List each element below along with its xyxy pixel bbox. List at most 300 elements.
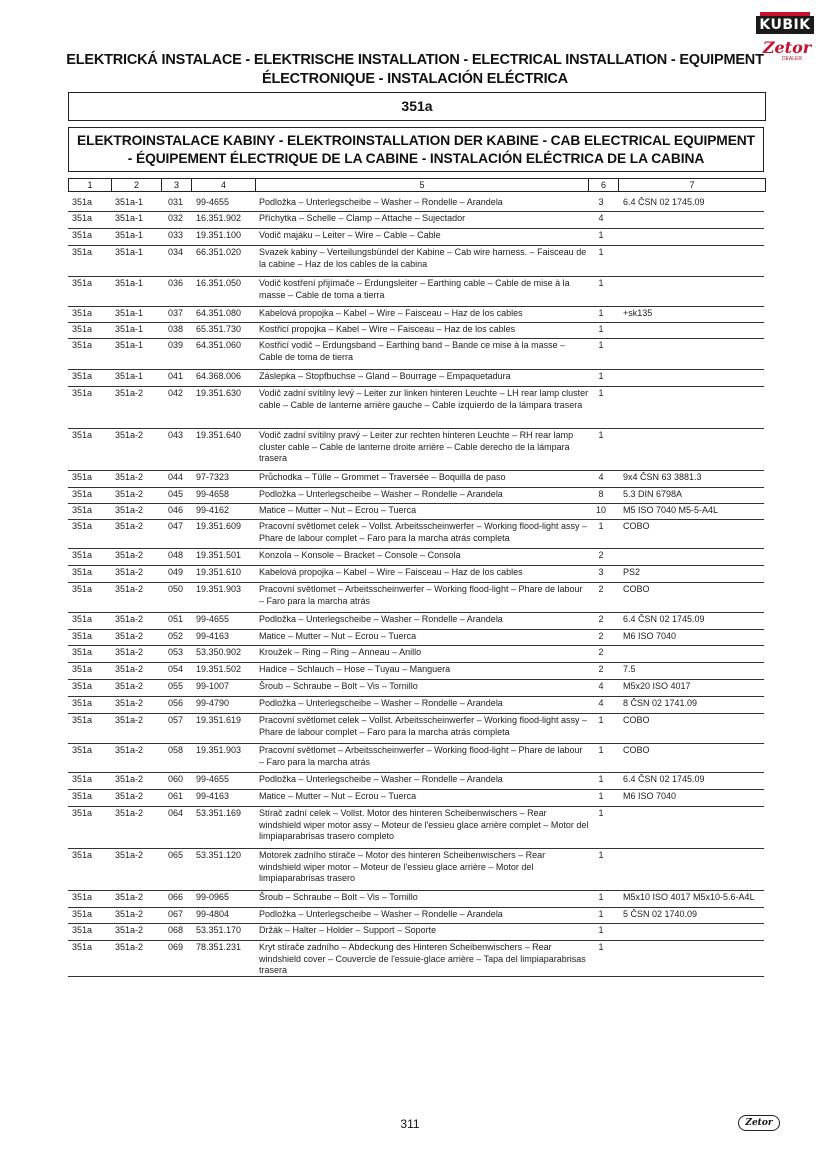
- table-row: [68, 340, 764, 371]
- column-header-6: 6: [589, 179, 619, 191]
- table-row: [68, 850, 764, 892]
- cell-c5: Kryt stírače zadního – Abdeckung des Hinteren Scheibenwischers – Rear windshield cover – Couvercle de l'essuie-glace arrière – Tapa del limpiaparabrisas trasera: [259, 942, 586, 975]
- table-row: [68, 489, 764, 505]
- cell-c4: 19.351.610: [196, 567, 242, 577]
- cell-c4: 99-4658: [196, 489, 230, 499]
- cell-c4: 19.351.903: [196, 584, 242, 594]
- cell-c4: 64.351.060: [196, 340, 242, 350]
- kubik-zetor-logo: [756, 12, 816, 64]
- cell-c2: 351a-1: [115, 324, 144, 334]
- cell-c5: Stírač zadní celek – Vollst. Motor des hinteren Scheibenwischers – Rear windshield wiper motor assy – Moteur de l'essieu glace arrière complet – Motor del limpiaparabrisas trasero completo: [259, 808, 589, 841]
- cell-c3: 054: [168, 664, 184, 674]
- cell-c2: 351a-1: [115, 340, 144, 350]
- cell-c6: 1: [598, 925, 604, 935]
- cell-c7: COBO: [623, 745, 650, 755]
- table-row: [68, 324, 764, 340]
- row-divider: [68, 696, 764, 697]
- row-divider: [68, 713, 764, 714]
- cell-c2: 351a-2: [115, 808, 144, 818]
- cell-c4: 53.350.902: [196, 647, 242, 657]
- row-divider: [68, 743, 764, 744]
- cell-c5: Podložka – Unterlegscheibe – Washer – Rondelle – Arandela: [259, 614, 503, 624]
- cell-c4: 99-4655: [196, 774, 230, 784]
- row-divider: [68, 428, 764, 429]
- cell-c1: 351a: [72, 521, 93, 531]
- cell-c6: 1: [598, 278, 604, 288]
- cell-c6: 2: [598, 664, 604, 674]
- cell-c2: 351a-2: [115, 489, 144, 499]
- cell-c4: 19.351.100: [196, 230, 242, 240]
- cell-c7: 9x4 ČSN 63 3881.3: [623, 472, 702, 482]
- cell-c2: 351a-2: [115, 664, 144, 674]
- cell-c7: 8 ČSN 02 1741.09: [623, 698, 698, 708]
- cell-c6: 1: [598, 715, 604, 725]
- cell-c3: 066: [168, 892, 184, 902]
- cell-c6: 2: [598, 550, 604, 560]
- cell-c1: 351a: [72, 308, 93, 318]
- cell-c2: 351a-2: [115, 892, 144, 902]
- row-divider: [68, 519, 764, 520]
- cell-c5: Podložka – Unterlegscheibe – Washer – Rondelle – Arandela: [259, 197, 503, 207]
- cell-c7: COBO: [623, 584, 650, 594]
- table-row: [68, 278, 764, 308]
- table-row: [68, 388, 764, 430]
- row-divider: [68, 645, 764, 646]
- table-row: [68, 430, 764, 472]
- cell-c5: Podložka – Unterlegscheibe – Washer – Rondelle – Arandela: [259, 489, 503, 499]
- cell-c6: 2: [598, 647, 604, 657]
- table-row: [68, 614, 764, 631]
- cell-c1: 351a: [72, 909, 93, 919]
- cell-c1: 351a: [72, 715, 93, 725]
- row-divider: [68, 487, 764, 488]
- row-divider: [68, 907, 764, 908]
- cell-c2: 351a-2: [115, 698, 144, 708]
- row-divider: [68, 322, 764, 323]
- row-divider: [68, 806, 764, 807]
- cell-c2: 351a-2: [115, 550, 144, 560]
- cell-c6: 1: [598, 324, 604, 334]
- cell-c5: Držák – Halter – Holder – Support – Soporte: [259, 925, 437, 935]
- cell-c4: 99-1007: [196, 681, 230, 691]
- cell-c7: 7.5: [623, 664, 636, 674]
- cell-c4: 53.351.169: [196, 808, 242, 818]
- cell-c1: 351a: [72, 340, 93, 350]
- cell-c1: 351a: [72, 230, 93, 240]
- cell-c6: 1: [598, 308, 604, 318]
- cell-c5: Vodič majáku – Leiter – Wire – Cable – Cable: [259, 230, 441, 240]
- cell-c2: 351a-2: [115, 388, 144, 398]
- cell-c3: 043: [168, 430, 184, 440]
- cell-c3: 031: [168, 197, 184, 207]
- cell-c5: Pracovní světlomet celek – Vollst. Arbeitsscheinwerfer – Working flood-light assy – Phare de labour complet – Faro para la marcha atrás completa: [259, 521, 587, 543]
- cell-c3: 051: [168, 614, 184, 624]
- cell-c2: 351a-1: [115, 278, 144, 288]
- row-divider: [68, 612, 764, 613]
- cell-c3: 065: [168, 850, 184, 860]
- cell-c5: Kabelová propojka – Kabel – Wire – Faisceau – Haz de los cables: [259, 567, 523, 577]
- row-divider: [68, 679, 764, 680]
- row-divider: [68, 923, 764, 924]
- cell-c5: Pracovní světlomet celek – Vollst. Arbeitsscheinwerfer – Working flood-light assy – Phare de labour complet – Faro para la marcha atrás completa: [259, 715, 587, 737]
- cell-c7: 6.4 ČSN 02 1745.09: [623, 614, 705, 624]
- cell-c1: 351a: [72, 567, 93, 577]
- cell-c6: 4: [598, 213, 604, 223]
- cell-c1: 351a: [72, 647, 93, 657]
- cell-c2: 351a-2: [115, 631, 144, 641]
- table-row: [68, 247, 764, 278]
- table-row: [68, 197, 764, 213]
- cell-c6: 1: [598, 340, 604, 350]
- cell-c5: Kroužek – Ring – Ring – Anneau – Anillo: [259, 647, 422, 657]
- cell-c1: 351a: [72, 791, 93, 801]
- page-number: 311: [400, 1117, 420, 1131]
- column-header-7: 7: [689, 180, 695, 190]
- table-row: [68, 647, 764, 664]
- cell-c3: 034: [168, 247, 184, 257]
- cell-c6: 1: [598, 388, 604, 398]
- cell-c4: 99-4655: [196, 197, 230, 207]
- cell-c5: Vodič zadní svítilny levý – Leiter zur linken hinteren Leuchte – LH rear lamp cluster cable – Cable de lanterne arrière gauche – Cable izquierdo de la lámpara trasera: [259, 388, 589, 410]
- row-divider: [68, 629, 764, 630]
- cell-c1: 351a: [72, 942, 93, 952]
- cell-c2: 351a-1: [115, 213, 144, 223]
- cell-c7: M5x20 ISO 4017: [623, 681, 691, 691]
- cell-c3: 057: [168, 715, 184, 725]
- cell-c5: Příchytka – Schelle – Clamp – Attache – Sujectador: [259, 213, 466, 223]
- cell-c1: 351a: [72, 213, 93, 223]
- cell-c3: 038: [168, 324, 184, 334]
- row-divider: [68, 848, 764, 849]
- cell-c4: 53.351.170: [196, 925, 242, 935]
- cell-c4: 64.368.006: [196, 371, 242, 381]
- row-divider: [68, 228, 764, 229]
- cell-c6: 1: [598, 808, 604, 818]
- cell-c3: 045: [168, 489, 184, 499]
- table-row: [68, 371, 764, 388]
- cell-c3: 060: [168, 774, 184, 784]
- cell-c7: M5x10 ISO 4017 M5x10-5.6-A4L: [623, 892, 755, 902]
- cell-c4: 66.351.020: [196, 247, 242, 257]
- cell-c1: 351a: [72, 698, 93, 708]
- cell-c4: 99-4655: [196, 614, 230, 624]
- cell-c1: 351a: [72, 850, 93, 860]
- column-header-row: [68, 178, 766, 192]
- cell-c3: 041: [168, 371, 184, 381]
- cell-c6: 1: [598, 230, 604, 240]
- table-row: [68, 942, 764, 978]
- cell-c2: 351a-2: [115, 647, 144, 657]
- cell-c5: Matice – Mutter – Nut – Ecrou – Tuerca: [259, 505, 417, 515]
- table-row: [68, 472, 764, 489]
- cell-c1: 351a: [72, 388, 93, 398]
- row-divider: [68, 306, 764, 307]
- table-row: [68, 698, 764, 715]
- cell-c7: 6.4 ČSN 02 1745.09: [623, 774, 705, 784]
- cell-c6: 2: [598, 614, 604, 624]
- cell-c2: 351a-2: [115, 942, 144, 952]
- cell-c3: 042: [168, 388, 184, 398]
- cell-c5: Vodič zadní svítilny pravý – Leiter zur rechten hinteren Leuchte – RH rear lamp cluster cable – Cable de lanterne droite arrière – Cable derecho de la lámpara trasera: [259, 430, 574, 463]
- cell-c1: 351a: [72, 664, 93, 674]
- cell-c7: COBO: [623, 715, 650, 725]
- cell-c2: 351a-2: [115, 850, 144, 860]
- cell-c3: 036: [168, 278, 184, 288]
- cell-c2: 351a-2: [115, 681, 144, 691]
- cell-c3: 056: [168, 698, 184, 708]
- logo-zetor-text: Zetor: [762, 38, 812, 57]
- row-divider: [68, 386, 764, 387]
- cell-c5: Kostřicí propojka – Kabel – Wire – Faisceau – Haz de los cables: [259, 324, 516, 334]
- cell-c5: Podložka – Unterlegscheibe – Washer – Rondelle – Arandela: [259, 774, 503, 784]
- cell-c2: 351a-2: [115, 521, 144, 531]
- cell-c2: 351a-2: [115, 614, 144, 624]
- cell-c1: 351a: [72, 247, 93, 257]
- table-row: [68, 567, 764, 584]
- table-row: [68, 631, 764, 647]
- cell-c5: Podložka – Unterlegscheibe – Washer – Rondelle – Arandela: [259, 909, 503, 919]
- row-divider: [68, 772, 764, 773]
- row-divider: [68, 369, 764, 370]
- cell-c6: 1: [598, 892, 604, 902]
- row-divider: [68, 211, 764, 212]
- cell-c4: 99-4790: [196, 698, 230, 708]
- column-header-3: 3: [162, 179, 192, 191]
- table-row: [68, 715, 764, 745]
- table-row: [68, 909, 764, 925]
- cell-c6: 2: [598, 631, 604, 641]
- cell-c4: 64.351.080: [196, 308, 242, 318]
- table-row: [68, 213, 764, 230]
- cell-c2: 351a-2: [115, 505, 144, 515]
- cell-c3: 053: [168, 647, 184, 657]
- cell-c6: 1: [598, 371, 604, 381]
- row-divider: [68, 470, 764, 471]
- table-row: [68, 230, 764, 247]
- cell-c4: 19.351.640: [196, 430, 242, 440]
- row-divider: [68, 940, 764, 941]
- logo-kubik-text: KUBIK: [756, 16, 814, 34]
- cell-c7: M6 ISO 7040: [623, 791, 677, 801]
- cell-c6: 1: [598, 521, 604, 531]
- cell-c6: 1: [598, 850, 604, 860]
- cell-c5: Matice – Mutter – Nut – Ecrou – Tuerca: [259, 791, 417, 801]
- table-row: [68, 521, 764, 550]
- cell-c2: 351a-2: [115, 745, 144, 755]
- cell-c5: Matice – Mutter – Nut – Ecrou – Tuerca: [259, 631, 417, 641]
- cell-c5: Průchodka – Tülle – Grommet – Traversée – Boquilla de paso: [259, 472, 506, 482]
- cell-c2: 351a-2: [115, 774, 144, 784]
- cell-c3: 047: [168, 521, 184, 531]
- cell-c2: 351a-1: [115, 247, 144, 257]
- cell-c3: 044: [168, 472, 184, 482]
- cell-c5: Svazek kabiny – Verteilungsbündel der Kabine – Cab wire harness. – Faisceau de la cabine – Haz de los cables de la cabina: [259, 247, 587, 269]
- row-divider: [68, 503, 764, 504]
- cell-c2: 351a-2: [115, 715, 144, 725]
- cell-c3: 069: [168, 942, 184, 952]
- cell-c7: 5.3 DIN 6798A: [623, 489, 683, 499]
- row-divider: [68, 548, 764, 549]
- cell-c3: 058: [168, 745, 184, 755]
- cell-c6: 1: [598, 909, 604, 919]
- cell-c4: 19.351.630: [196, 388, 242, 398]
- cell-c3: 048: [168, 550, 184, 560]
- cell-c3: 037: [168, 308, 184, 318]
- header-title-line2: ÉLECTRONIQUE - INSTALACIÓN ELÉCTRICA: [262, 71, 568, 87]
- cell-c4: 16.351.050: [196, 278, 242, 288]
- cell-c6: 1: [598, 745, 604, 755]
- column-header-2: 2: [112, 179, 162, 191]
- cell-c2: 351a-2: [115, 925, 144, 935]
- cell-c5: Šroub – Schraube – Bolt – Vis – Tornillo: [259, 892, 418, 902]
- cell-c5: Konzola – Konsole – Bracket – Console – Consola: [259, 550, 461, 560]
- cell-c5: Šroub – Schraube – Bolt – Vis – Tornillo: [259, 681, 418, 691]
- column-header-5: 5: [256, 179, 589, 191]
- cell-c6: 4: [598, 698, 604, 708]
- cell-c1: 351a: [72, 614, 93, 624]
- cell-c7: COBO: [623, 521, 650, 531]
- row-divider: [68, 276, 764, 277]
- cell-c3: 067: [168, 909, 184, 919]
- section-title-line2: - ÉQUIPEMENT ÉLECTRIQUE DE LA CABINE - INSTALACIÓN ELÉCTRICA DE LA CABINA: [127, 151, 705, 166]
- table-row: [68, 664, 764, 681]
- cell-c4: 99-4804: [196, 909, 230, 919]
- column-header-4: 4: [192, 179, 256, 191]
- cell-c1: 351a: [72, 430, 93, 440]
- cell-c6: 3: [598, 567, 604, 577]
- cell-c5: Pracovní světlomet – Arbeitsscheinwerfer – Working flood-light – Phare de labour – Faro para la marcha atrás: [259, 745, 583, 767]
- cell-c7: M5 ISO 7040 M5-5-A4L: [623, 505, 719, 515]
- cell-c3: 064: [168, 808, 184, 818]
- table-row: [68, 584, 764, 614]
- row-divider: [68, 890, 764, 891]
- cell-c1: 351a: [72, 925, 93, 935]
- cell-c6: 1: [598, 942, 604, 952]
- group-code: 351a: [68, 92, 766, 121]
- cell-c3: 052: [168, 631, 184, 641]
- cell-c1: 351a: [72, 505, 93, 515]
- cell-c1: 351a: [72, 808, 93, 818]
- cell-c4: 65.351.730: [196, 324, 242, 334]
- cell-c4: 53.351.120: [196, 850, 242, 860]
- table-row: [68, 808, 764, 850]
- cell-c2: 351a-2: [115, 791, 144, 801]
- cell-c4: 97-7323: [196, 472, 230, 482]
- header-title-line1: ELEKTRICKÁ INSTALACE - ELEKTRISCHE INSTALLATION - ELECTRICAL INSTALLATION - EQUIPMENT: [66, 52, 764, 68]
- cell-c2: 351a-1: [115, 197, 144, 207]
- cell-c1: 351a: [72, 631, 93, 641]
- row-divider: [68, 976, 764, 977]
- cell-c5: Kostřicí vodič – Erdungsband – Earthing band – Bande ce mise à la masse – Cable de toma de tierra: [259, 340, 566, 362]
- section-title-line1: ELEKTROINSTALACE KABINY - ELEKTROINSTALLATION DER KABINE - CAB ELECTRICAL EQUIPMENT: [77, 133, 755, 148]
- column-header-1: 1: [69, 179, 112, 191]
- cell-c4: 19.351.619: [196, 715, 242, 725]
- cell-c1: 351a: [72, 550, 93, 560]
- cell-c4: 19.351.501: [196, 550, 242, 560]
- cell-c5: Kabelová propojka – Kabel – Wire – Faisceau – Haz de los cables: [259, 308, 523, 318]
- cell-c4: 99-4163: [196, 791, 230, 801]
- section-title: [68, 127, 764, 172]
- cell-c6: 4: [598, 472, 604, 482]
- cell-c1: 351a: [72, 371, 93, 381]
- footer-zetor-logo: Zetor: [738, 1115, 780, 1131]
- cell-c1: 351a: [72, 774, 93, 784]
- cell-c4: 16.351.902: [196, 213, 242, 223]
- cell-c6: 4: [598, 681, 604, 691]
- cell-c7: +sk135: [623, 308, 653, 318]
- cell-c2: 351a-2: [115, 567, 144, 577]
- cell-c5: Pracovní světlomet – Arbeitsscheinwerfer – Working flood-light – Phare de labour – Faro para la marcha atrás: [259, 584, 583, 606]
- cell-c5: Motorek zadního stírače – Motor des hinteren Scheibenwischers – Rear windshield wiper motor – Moteur de l'essieu glace arrière – Motor del limpiaparabrisas trasero: [259, 850, 546, 883]
- cell-c5: Vodič kostření přijímače – Erdungsleiter – Earthing cable – Cable de mise à la masse – Cable de toma a tierra: [259, 278, 570, 300]
- table-row: [68, 892, 764, 909]
- cell-c3: 055: [168, 681, 184, 691]
- cell-c3: 039: [168, 340, 184, 350]
- cell-c6: 1: [598, 430, 604, 440]
- cell-c5: Hadice – Schlauch – Hose – Tuyau – Manguera: [259, 664, 451, 674]
- cell-c6: 1: [598, 774, 604, 784]
- cell-c3: 032: [168, 213, 184, 223]
- cell-c5: Záslepka – Stopfbuchse – Gland – Bourrage – Empaquetadura: [259, 371, 511, 381]
- cell-c1: 351a: [72, 324, 93, 334]
- cell-c3: 033: [168, 230, 184, 240]
- cell-c2: 351a-2: [115, 909, 144, 919]
- row-divider: [68, 582, 764, 583]
- cell-c3: 046: [168, 505, 184, 515]
- cell-c1: 351a: [72, 745, 93, 755]
- cell-c4: 99-4163: [196, 631, 230, 641]
- cell-c7: M6 ISO 7040: [623, 631, 677, 641]
- table-row: [68, 550, 764, 567]
- cell-c4: 19.351.903: [196, 745, 242, 755]
- row-divider: [68, 789, 764, 790]
- cell-c1: 351a: [72, 489, 93, 499]
- row-divider: [68, 338, 764, 339]
- cell-c3: 049: [168, 567, 184, 577]
- cell-c1: 351a: [72, 278, 93, 288]
- table-row: [68, 925, 764, 942]
- table-row: [68, 681, 764, 698]
- cell-c7: 6.4 ČSN 02 1745.09: [623, 197, 705, 207]
- cell-c3: 050: [168, 584, 184, 594]
- cell-c1: 351a: [72, 681, 93, 691]
- cell-c4: 99-0965: [196, 892, 230, 902]
- cell-c2: 351a-2: [115, 472, 144, 482]
- cell-c7: 5 ČSN 02 1740.09: [623, 909, 698, 919]
- cell-c6: 1: [598, 791, 604, 801]
- cell-c1: 351a: [72, 472, 93, 482]
- cell-c1: 351a: [72, 584, 93, 594]
- cell-c4: 78.351.231: [196, 942, 242, 952]
- cell-c2: 351a-1: [115, 308, 144, 318]
- cell-c2: 351a-1: [115, 371, 144, 381]
- cell-c6: 1: [598, 247, 604, 257]
- row-divider: [68, 565, 764, 566]
- cell-c2: 351a-2: [115, 430, 144, 440]
- table-row: [68, 505, 764, 521]
- cell-c2: 351a-1: [115, 230, 144, 240]
- table-row: [68, 745, 764, 774]
- table-row: [68, 308, 764, 324]
- cell-c6: 2: [598, 584, 604, 594]
- cell-c1: 351a: [72, 892, 93, 902]
- cell-c4: 19.351.609: [196, 521, 242, 531]
- row-divider: [68, 245, 764, 246]
- cell-c4: 19.351.502: [196, 664, 242, 674]
- table-row: [68, 774, 764, 791]
- cell-c6: 10: [595, 505, 606, 515]
- table-row: [68, 791, 764, 808]
